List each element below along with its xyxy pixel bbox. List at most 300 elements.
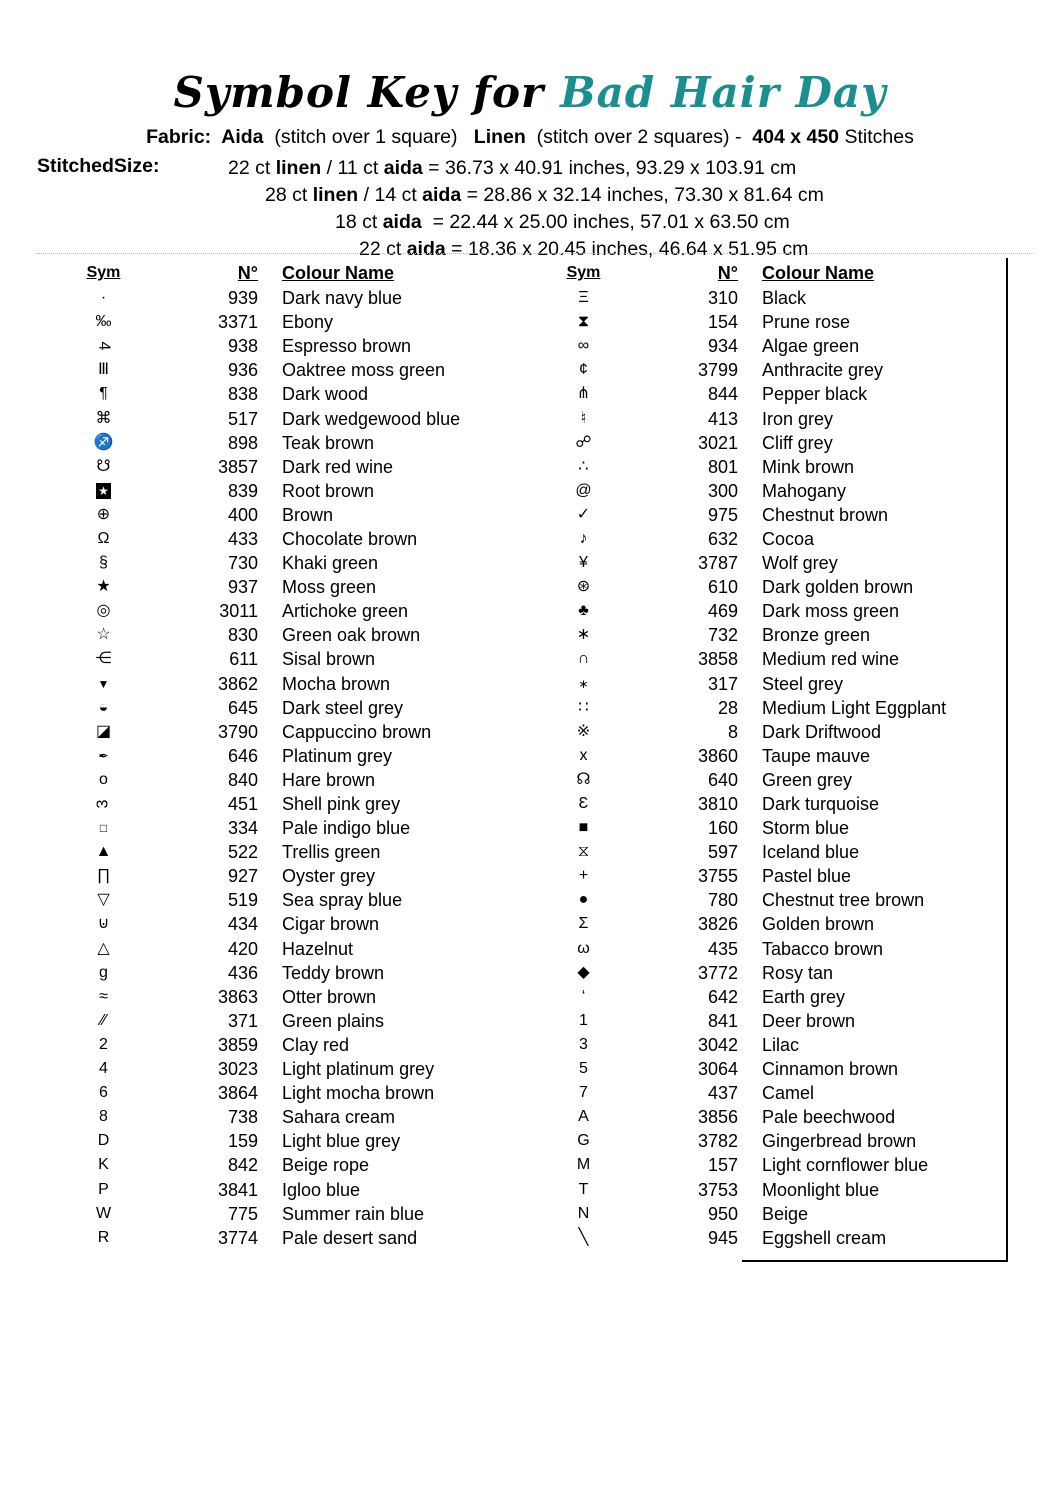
key-row <box>536 623 1013 647</box>
key-row <box>56 985 533 1009</box>
floss-number: 420 <box>227 938 258 959</box>
stitch-symbol <box>536 1057 631 1081</box>
stitch-symbol <box>56 358 151 382</box>
key-row <box>56 310 533 334</box>
stitch-symbol <box>536 961 631 985</box>
key-row <box>56 527 533 551</box>
colour-name: Gingerbread brown <box>762 1131 917 1152</box>
stitch-symbol-glyph: ∏ <box>96 867 111 885</box>
stitch-symbol <box>536 720 631 744</box>
stitch-symbol-glyph: Ɛ <box>578 795 589 813</box>
stitch-symbol <box>536 1081 631 1105</box>
stitch-symbol-glyph: 4 <box>99 1060 108 1078</box>
key-row <box>536 961 1013 985</box>
key-row <box>56 358 533 382</box>
floss-number: 3774 <box>217 1227 258 1248</box>
key-row <box>536 431 1013 455</box>
colour-name: Pale beechwood <box>762 1107 896 1128</box>
stitch-symbol <box>56 647 151 671</box>
floss-number: 3787 <box>697 553 738 574</box>
stitch-symbol-glyph: x <box>579 746 588 764</box>
page-frame-bottom-border <box>742 1260 1008 1262</box>
text-segment: / 14 ct <box>358 184 423 206</box>
stitch-symbol <box>56 1226 151 1250</box>
key-row <box>536 455 1013 479</box>
stitch-symbol-glyph: A <box>578 1108 589 1126</box>
floss-number: 801 <box>707 456 738 477</box>
floss-number: 3810 <box>697 794 738 815</box>
text-segment: Stitches <box>839 126 914 148</box>
floss-number: 517 <box>227 408 258 429</box>
stitch-symbol <box>56 1202 151 1226</box>
colour-name: Golden brown <box>762 914 875 935</box>
stitch-symbol <box>56 1033 151 1057</box>
colour-name: Oaktree moss green <box>282 360 446 381</box>
symbol-key-table-right <box>536 260 1013 1250</box>
stitched-size-line <box>265 182 824 209</box>
stitch-symbol <box>536 623 631 647</box>
stitch-symbol <box>56 575 151 599</box>
key-row <box>536 937 1013 961</box>
stitch-symbol <box>56 623 151 647</box>
colour-name: Brown <box>282 504 334 525</box>
stitch-symbol-glyph: ‰ <box>95 313 112 331</box>
stitch-symbol-glyph: D <box>97 1132 110 1150</box>
stitched-size-label: StitchedSize: <box>37 155 160 177</box>
key-row <box>56 696 533 720</box>
stitch-symbol <box>536 1033 631 1057</box>
text-segment: = 22.44 x 25.00 inches, 57.01 x 63.50 cm <box>421 211 790 233</box>
floss-number: 597 <box>707 842 738 863</box>
stitch-symbol <box>536 1153 631 1177</box>
stitch-symbol-glyph: ∞ <box>577 337 590 355</box>
text-segment: 404 x 450 <box>752 126 840 148</box>
colour-name: Hare brown <box>282 769 376 790</box>
floss-number: 939 <box>227 288 258 309</box>
colour-name: Clay red <box>282 1034 350 1055</box>
text-segment: Fabric: <box>146 126 222 148</box>
key-row <box>536 864 1013 888</box>
colour-name: Black <box>762 288 807 309</box>
stitch-symbol-glyph: R <box>97 1228 110 1246</box>
floss-number: 469 <box>707 601 738 622</box>
floss-number: 300 <box>707 480 738 501</box>
key-row <box>536 1009 1013 1033</box>
key-row <box>56 792 533 816</box>
stitch-symbol <box>56 310 151 334</box>
colour-name: Chestnut brown <box>762 504 889 525</box>
floss-number: 3856 <box>697 1107 738 1128</box>
stitch-symbol-glyph: ♐ <box>93 433 114 451</box>
key-row <box>536 816 1013 840</box>
stitch-symbol <box>56 407 151 431</box>
stitch-symbol-glyph: ◎ <box>96 602 111 620</box>
floss-number: 3826 <box>697 914 738 935</box>
floss-number: 738 <box>227 1107 258 1128</box>
colour-name: Chocolate brown <box>282 528 418 549</box>
floss-number: 730 <box>227 553 258 574</box>
key-row <box>536 1105 1013 1129</box>
stitch-symbol <box>56 286 151 310</box>
text-segment: aida <box>382 211 422 233</box>
key-row <box>56 647 533 671</box>
colour-name: Dark golden brown <box>762 577 914 598</box>
stitch-symbol-glyph: § <box>99 554 108 572</box>
stitch-symbol-glyph: 8 <box>99 1108 108 1126</box>
key-row <box>536 985 1013 1009</box>
floss-number: 28 <box>717 697 738 718</box>
key-row <box>56 1177 533 1201</box>
colour-name: Bronze green <box>762 625 871 646</box>
stitch-symbol-glyph: P <box>98 1180 109 1198</box>
key-row <box>56 1033 533 1057</box>
colour-name: Medium red wine <box>762 649 900 670</box>
stitch-symbol-glyph: ✓ <box>576 505 591 523</box>
colour-name: Cliff grey <box>762 432 833 453</box>
stitch-symbol <box>536 912 631 936</box>
colour-name: Cocoa <box>762 528 815 549</box>
key-row <box>536 551 1013 575</box>
stitch-symbol-glyph: 3 <box>579 1035 588 1053</box>
stitch-symbol-glyph: ★ <box>98 483 109 498</box>
stitch-symbol-glyph: ● <box>578 891 589 909</box>
key-row <box>536 912 1013 936</box>
colour-name: Dark red wine <box>282 456 394 477</box>
header-sym: Sym <box>566 264 601 281</box>
stitch-symbol-glyph: ◆ <box>577 963 590 981</box>
key-row <box>56 1057 533 1081</box>
colour-name: Trellis green <box>282 842 381 863</box>
floss-number: 157 <box>707 1155 738 1176</box>
floss-number: 522 <box>227 842 258 863</box>
stitch-symbol <box>56 744 151 768</box>
text-segment: = 36.73 x 40.91 inches, 93.29 x 103.91 cm <box>422 157 797 179</box>
stitch-symbol <box>56 599 151 623</box>
floss-number: 3864 <box>217 1083 258 1104</box>
floss-number: 611 <box>229 649 258 670</box>
colour-name: Anthracite grey <box>762 360 884 381</box>
floss-number: 3862 <box>217 673 258 694</box>
key-row <box>56 961 533 985</box>
stitch-symbol-glyph: △ <box>97 939 110 957</box>
stitch-symbol-glyph: 4 <box>95 341 113 351</box>
floss-number: 842 <box>227 1155 258 1176</box>
stitch-symbol-glyph: o <box>99 770 108 788</box>
stitch-symbol-glyph: 1 <box>579 1011 588 1029</box>
floss-number: 519 <box>227 890 258 911</box>
text-segment: 18 ct <box>335 211 383 233</box>
colour-name: Hazelnut <box>282 938 354 959</box>
stitch-symbol-glyph: Ⅲ <box>97 361 110 379</box>
key-row <box>56 406 533 430</box>
top-divider-line <box>36 253 1034 254</box>
stitch-symbol <box>536 334 631 358</box>
floss-number: 3011 <box>219 601 258 622</box>
floss-number: 434 <box>227 914 258 935</box>
key-row <box>56 1081 533 1105</box>
stitch-symbol <box>536 575 631 599</box>
colour-name: Prune rose <box>762 312 851 333</box>
colour-name: Moonlight blue <box>762 1179 880 1200</box>
page-title <box>0 68 1060 117</box>
floss-number: 3753 <box>697 1179 738 1200</box>
floss-number: 371 <box>227 1010 258 1031</box>
floss-number: 898 <box>227 432 258 453</box>
text-segment: 28 ct <box>265 184 313 206</box>
key-row <box>56 599 533 623</box>
header-name: Colour Name <box>762 263 875 283</box>
stitch-symbol-glyph: Ξ <box>578 289 589 307</box>
floss-number: 3858 <box>697 649 738 670</box>
colour-name: Teddy brown <box>282 962 385 983</box>
stitch-symbol <box>536 840 631 864</box>
stitch-symbol-glyph: ✒ <box>98 748 109 763</box>
stitch-symbol-glyph: ∗ <box>576 626 591 644</box>
floss-number: 451 <box>227 794 258 815</box>
colour-name: Cappuccino brown <box>282 721 432 742</box>
colour-name: Mocha brown <box>282 673 391 694</box>
floss-number: 642 <box>707 986 738 1007</box>
key-row <box>56 937 533 961</box>
floss-number: 317 <box>707 673 738 694</box>
stitch-symbol <box>56 912 151 936</box>
colour-name: Eggshell cream <box>762 1227 887 1248</box>
stitch-symbol <box>536 527 631 551</box>
stitch-symbol <box>56 1178 151 1202</box>
project-name: Bad Hair Day <box>560 68 887 117</box>
page-title-prefix: Symbol Key for <box>173 68 545 117</box>
key-row <box>56 840 533 864</box>
colour-name: Dark wood <box>282 384 369 405</box>
floss-number: 840 <box>227 769 258 790</box>
stitched-size-line <box>359 236 824 263</box>
stitch-symbol <box>56 672 151 696</box>
stitch-symbol <box>56 1153 151 1177</box>
key-row <box>536 720 1013 744</box>
floss-number: 436 <box>227 962 258 983</box>
stitch-symbol <box>536 888 631 912</box>
stitch-symbol-glyph: □ <box>99 821 108 836</box>
text-segment: Aida <box>221 126 264 148</box>
stitch-symbol-glyph: + <box>578 867 589 885</box>
symbol-key-table-left <box>56 260 533 1250</box>
key-row <box>536 1226 1013 1250</box>
key-row <box>56 744 533 768</box>
key-row <box>56 888 533 912</box>
stitch-symbol-glyph: ☊ <box>576 770 591 788</box>
colour-name: Taupe mauve <box>762 745 871 766</box>
colour-name: Pale desert sand <box>282 1227 418 1248</box>
key-row <box>536 575 1013 599</box>
colour-name: Igloo blue <box>282 1179 361 1200</box>
stitch-symbol-glyph: ∩ <box>577 650 590 668</box>
floss-number: 934 <box>707 336 738 357</box>
stitched-size-lines <box>228 155 824 263</box>
floss-number: 8 <box>727 721 738 742</box>
fabric-info-line <box>0 126 1060 149</box>
stitch-symbol-glyph: ⧖ <box>577 843 590 861</box>
key-row <box>536 696 1013 720</box>
stitch-symbol-glyph: ⌘ <box>95 409 112 427</box>
colour-name: Pastel blue <box>762 866 852 887</box>
page-frame-right-border <box>1006 258 1008 1262</box>
stitch-symbol-glyph: ※ <box>576 722 591 740</box>
floss-number: 927 <box>227 866 258 887</box>
stitch-symbol <box>536 792 631 816</box>
floss-number: 3042 <box>697 1034 738 1055</box>
stitch-symbol <box>56 816 151 840</box>
floss-number: 433 <box>227 528 258 549</box>
stitch-symbol <box>56 792 151 816</box>
key-row <box>536 792 1013 816</box>
stitch-symbol-glyph: ☍ <box>575 433 592 451</box>
stitch-symbol <box>56 720 151 744</box>
colour-name: Chestnut tree brown <box>762 890 925 911</box>
floss-number: 830 <box>227 625 258 646</box>
floss-number: 154 <box>707 312 738 333</box>
stitch-symbol-glyph: 5 <box>579 1060 588 1078</box>
text-segment: aida <box>422 184 462 206</box>
colour-name: Teak brown <box>282 432 375 453</box>
key-row <box>536 286 1013 310</box>
floss-number: 841 <box>707 1010 738 1031</box>
text-segment: 22 ct <box>359 238 407 260</box>
floss-number: 975 <box>707 504 738 525</box>
stitch-symbol-glyph: ¢ <box>579 361 588 379</box>
key-row <box>56 503 533 527</box>
key-row <box>56 334 533 358</box>
key-row <box>536 768 1013 792</box>
floss-number: 310 <box>707 288 738 309</box>
colour-name: Mink brown <box>762 456 855 477</box>
key-row <box>56 1129 533 1153</box>
stitch-symbol-glyph: ♪ <box>579 529 588 547</box>
floss-number: 732 <box>707 625 738 646</box>
text-segment: = 28.86 x 32.14 inches, 73.30 x 81.64 cm <box>461 184 824 206</box>
stitch-symbol <box>536 696 631 720</box>
floss-number: 413 <box>707 408 738 429</box>
stitched-size-line <box>335 209 824 236</box>
floss-number: 3371 <box>217 312 258 333</box>
colour-name: Sahara cream <box>282 1107 396 1128</box>
key-row <box>56 575 533 599</box>
stitch-symbol-glyph: M <box>576 1156 591 1174</box>
stitch-symbol-glyph: ♮ <box>580 409 587 427</box>
colour-name: Algae green <box>762 336 860 357</box>
stitched-size-line <box>228 155 824 182</box>
colour-name: Beige <box>762 1203 809 1224</box>
stitch-symbol <box>536 1178 631 1202</box>
key-row <box>536 744 1013 768</box>
stitch-symbol <box>536 358 631 382</box>
stitch-symbol-glyph: Ω <box>97 529 110 547</box>
stitch-symbol-glyph: K <box>98 1156 109 1174</box>
stitch-symbol <box>56 431 151 455</box>
colour-name: Platinum grey <box>282 745 393 766</box>
stitch-symbol-glyph: ♣ <box>578 602 589 620</box>
floss-number: 938 <box>227 336 258 357</box>
colour-name: Dark navy blue <box>282 288 403 309</box>
stitch-symbol <box>536 599 631 623</box>
floss-number: 3064 <box>697 1059 738 1080</box>
stitch-symbol <box>56 937 151 961</box>
stitch-symbol-glyph: 2 <box>99 1035 108 1053</box>
stitch-symbol <box>536 864 631 888</box>
stitch-symbol-glyph: W <box>95 1204 112 1222</box>
stitch-symbol-glyph: ☆ <box>96 626 111 644</box>
key-row <box>56 455 533 479</box>
stitch-symbol <box>56 455 151 479</box>
key-row <box>56 816 533 840</box>
stitch-symbol-glyph: ¥ <box>579 554 588 572</box>
text-segment: linen <box>312 184 359 206</box>
floss-number: 3841 <box>217 1179 258 1200</box>
colour-name: Green oak brown <box>282 625 421 646</box>
colour-name: Cigar brown <box>282 914 380 935</box>
key-header-row <box>536 260 1013 286</box>
stitch-symbol-glyph: ≈ <box>99 987 108 1005</box>
key-row <box>536 1033 1013 1057</box>
colour-name: Rosy tan <box>762 962 834 983</box>
text-segment: aida <box>406 238 446 260</box>
key-row <box>56 286 533 310</box>
key-row <box>56 431 533 455</box>
stitch-symbol-glyph: ⋲ <box>95 650 112 668</box>
stitch-symbol <box>56 479 151 503</box>
stitch-symbol-glyph: 7 <box>579 1084 588 1102</box>
stitch-symbol <box>536 1202 631 1226</box>
colour-name: Iceland blue <box>762 842 860 863</box>
stitch-symbol-glyph: ‘ <box>581 987 586 1005</box>
stitch-symbol <box>56 1081 151 1105</box>
stitch-symbol-glyph: ⊍ <box>97 915 110 933</box>
stitch-symbol <box>56 696 151 720</box>
floss-number: 775 <box>227 1203 258 1224</box>
colour-name: Espresso brown <box>282 336 412 357</box>
colour-name: Ebony <box>282 312 334 333</box>
stitch-symbol <box>536 407 631 431</box>
colour-name: Green plains <box>282 1010 385 1031</box>
key-header-row <box>56 260 533 286</box>
key-row <box>536 1153 1013 1177</box>
floss-number: 950 <box>707 1203 738 1224</box>
stitch-symbol <box>56 1009 151 1033</box>
colour-name: Storm blue <box>762 818 850 839</box>
colour-name: Light cornflower blue <box>762 1155 929 1176</box>
key-row <box>536 479 1013 503</box>
text-segment: linen <box>275 157 322 179</box>
colour-name: Green grey <box>762 769 853 790</box>
floss-number: 610 <box>707 577 738 598</box>
floss-number: 3860 <box>697 745 738 766</box>
text-segment: aida <box>383 157 423 179</box>
colour-name: Medium Light Eggplant <box>762 697 947 718</box>
stitch-symbol <box>56 1129 151 1153</box>
stitch-symbol <box>536 455 631 479</box>
stitch-symbol-glyph: ■ <box>578 819 589 837</box>
stitch-symbol-glyph: G <box>577 1132 590 1150</box>
key-row <box>536 1177 1013 1201</box>
floss-number: 3023 <box>217 1059 258 1080</box>
key-row <box>536 503 1013 527</box>
colour-name: Light mocha brown <box>282 1083 435 1104</box>
colour-name: Deer brown <box>762 1010 856 1031</box>
stitch-symbol <box>56 768 151 792</box>
colour-name: Dark turquoise <box>762 794 880 815</box>
key-row <box>56 1009 533 1033</box>
stitch-symbol <box>56 985 151 1009</box>
colour-name: Sea spray blue <box>282 890 403 911</box>
